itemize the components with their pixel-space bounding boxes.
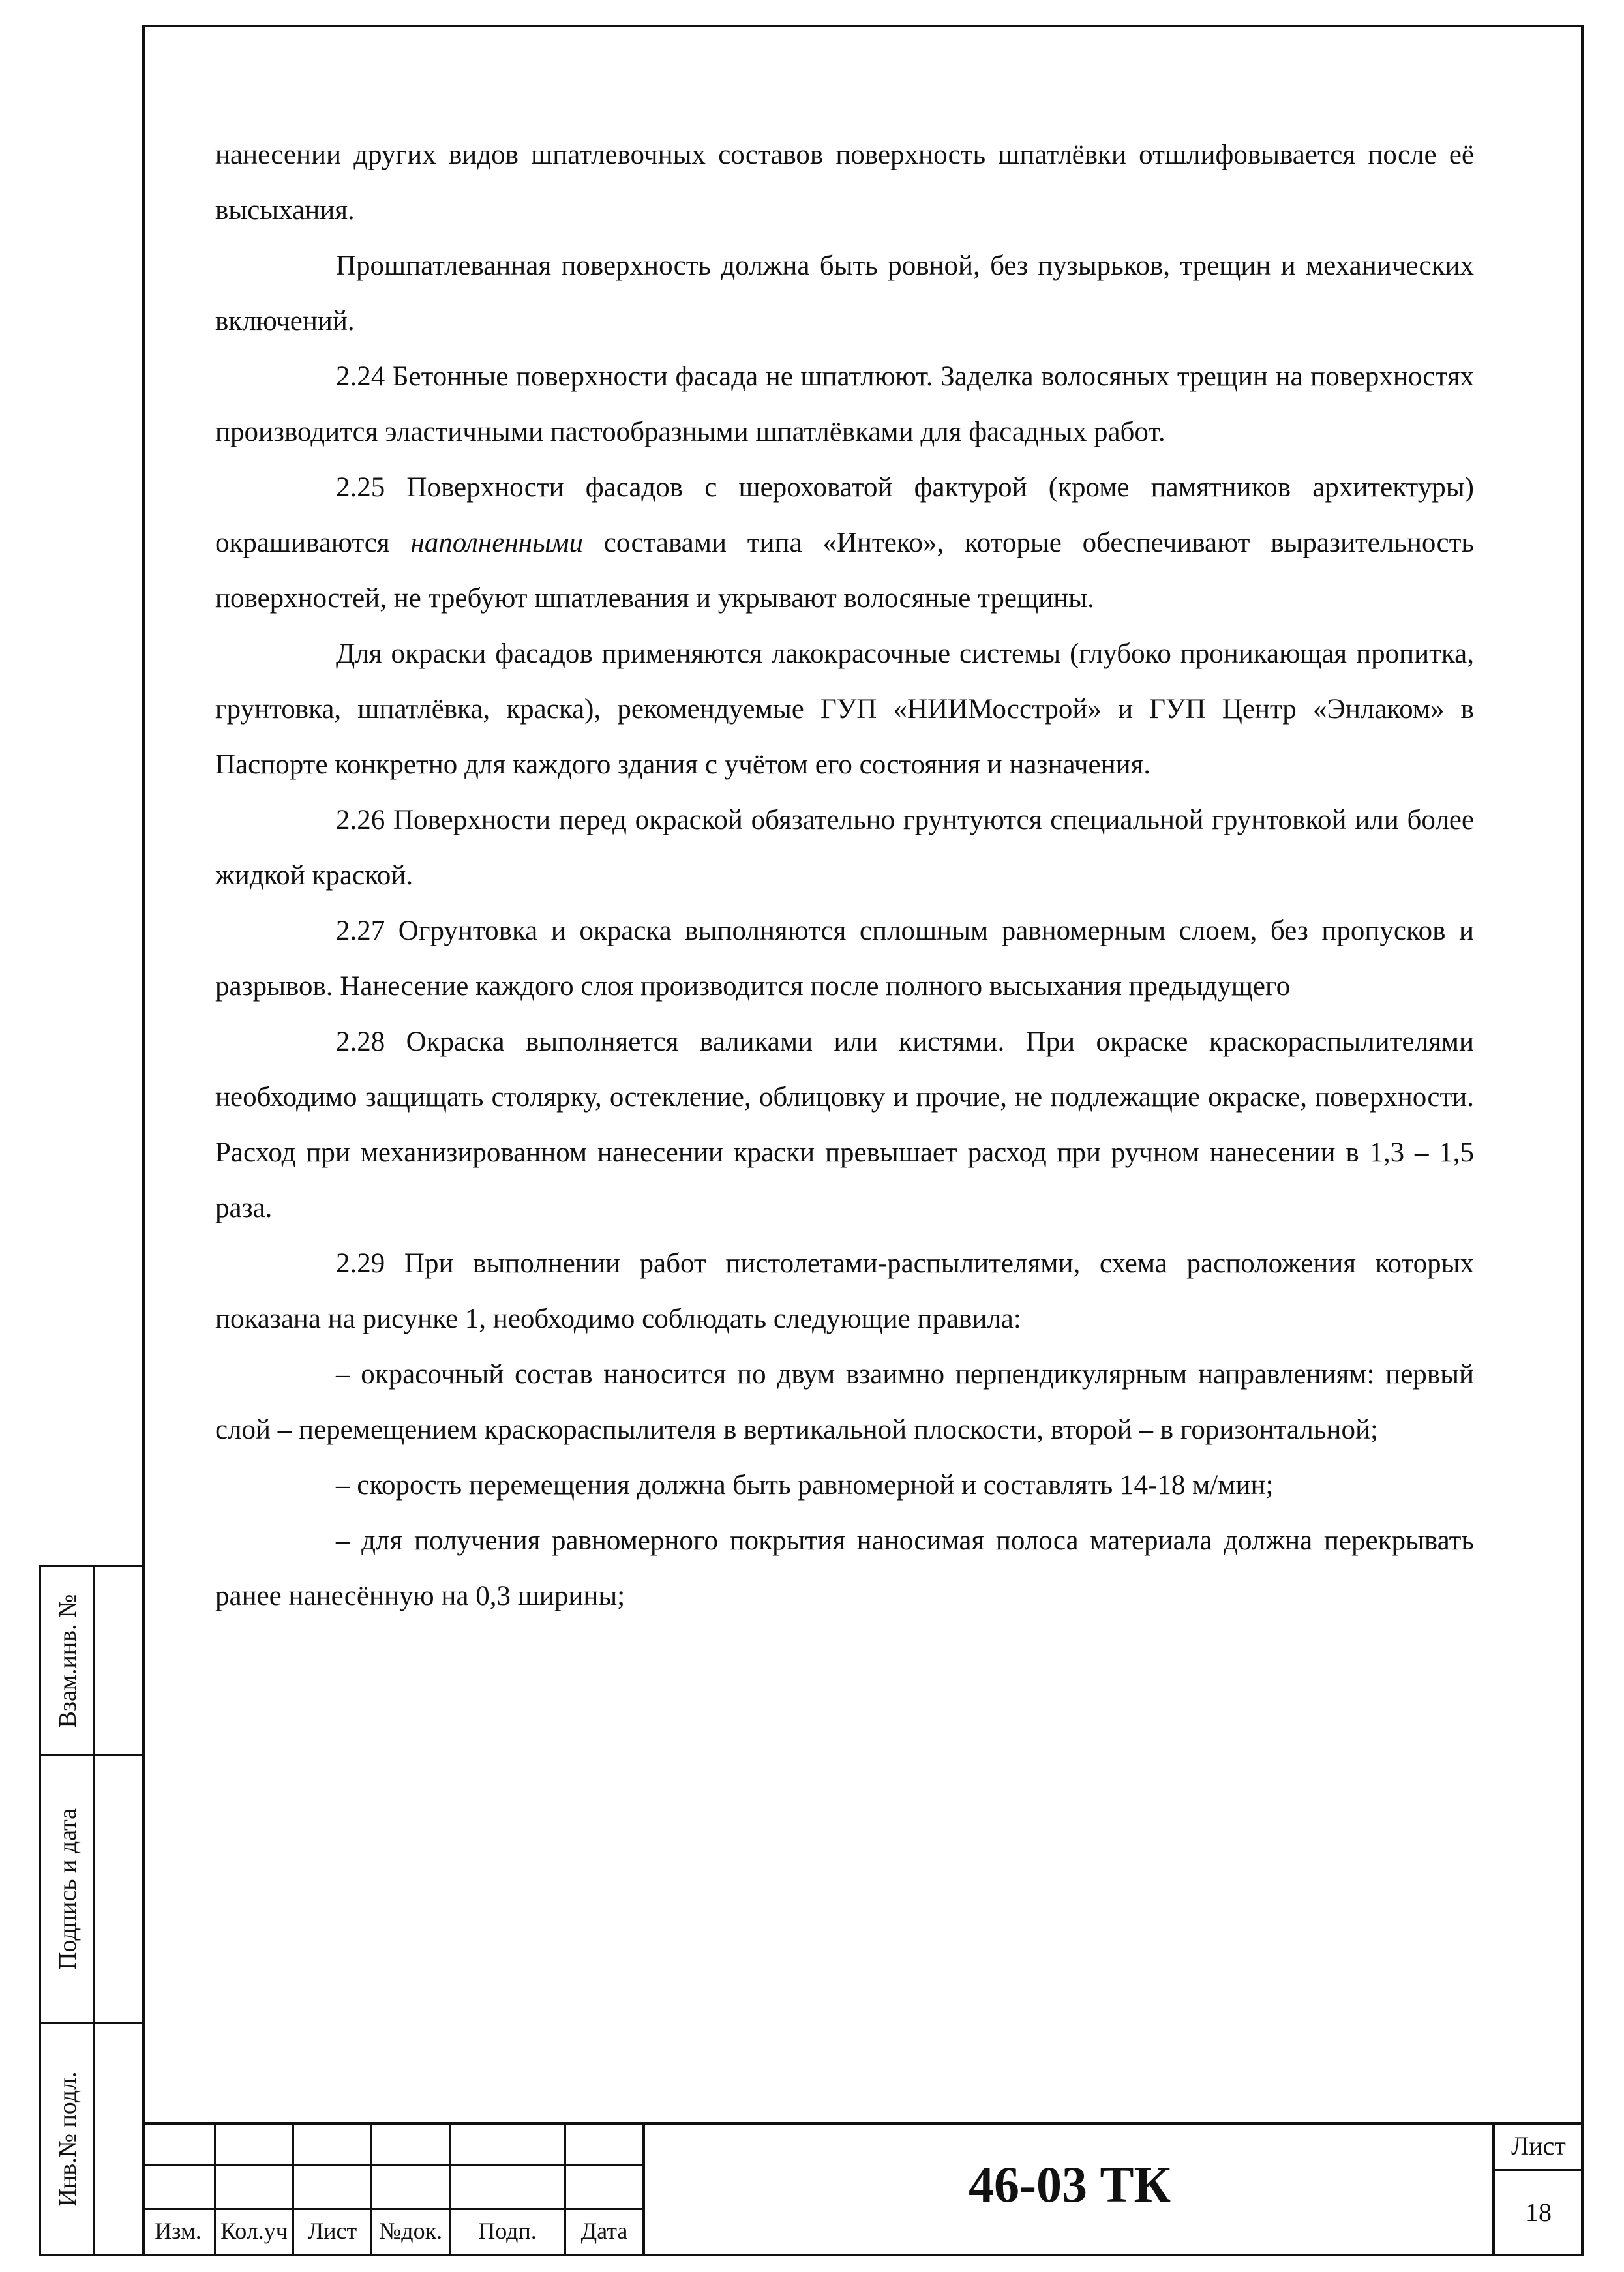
side-stamp: [39, 1565, 142, 2256]
document-body: [215, 127, 1474, 1624]
side-cell-podpis: [39, 1754, 142, 2022]
list-item: – окрасочный состав наносится по двум взаимно перпендикулярным направлениям: первый слой – перемещением краскораспылителя в вертикальной плоскости, второй – в горизонтальной;: [215, 1359, 1474, 1445]
paragraph: Для окраски фасадов применяются лакокрасочные системы (глубоко проникающая пропитка, грунтовка, шпатлёвка, краска), рекомендуемые ГУП «НИИМосстрой» и ГУП Центр «Энлаком» в Паспорте конкретно для каждого здания с учётом его состояния и назначения.: [215, 638, 1474, 780]
side-cell-vzam: [39, 1565, 142, 1754]
col-list: Лист: [307, 2218, 357, 2244]
paragraph: 2.27 Огрунтовка и окраска выполняются сплошным равномерным слоем, без пропусков и разрывов. Нанесение каждого слоя производится после полного высыхания предыдущего: [215, 916, 1474, 1002]
paragraph: 2.26 Поверхности перед окраской обязательно грунтуются специальной грунтовкой или более жидкой краской.: [215, 805, 1474, 891]
paragraph-text: 2.25 Поверхности фасадов с шероховатой фактурой (кроме памятников архитектуры) окрашиваются: [215, 472, 1474, 558]
side-cell-inv-podl: [39, 2022, 142, 2256]
side-label-vzam-inv: Взам.инв. №: [54, 1594, 82, 1727]
list-item: – для получения равномерного покрытия наносимая полоса материала должна перекрывать ранее нанесённую на 0,3 ширины;: [215, 1525, 1474, 1611]
list-item: – скорость перемещения должна быть равномерной и составлять 14-18 м/мин;: [336, 1470, 1274, 1501]
paragraph: Прошпатлеванная поверхность должна быть ровной, без пузырьков, трещин и механических включений.: [215, 250, 1474, 336]
paragraph: [215, 460, 1474, 626]
sheet-number: 18: [1526, 2198, 1552, 2227]
paragraph: 2.24 Бетонные поверхности фасада не шпатлюют. Заделка волосяных трещин на поверхностях производится эластичными пастообразными шпатлёвками для фасадных работ.: [215, 361, 1474, 447]
paragraph-emphasis: наполненными: [410, 528, 584, 558]
paragraph: 2.28 Окраска выполняется валиками или кистями. При окраске краскораспылителями необходимо защищать столярку, остекление, облицовку и прочие, не подлежащие окраске, поверхности. Расход при механизированном нанесении краски превышает расход при ручном нанесении в 1,3 – 1,5 раза.: [215, 1026, 1474, 1223]
col-ndok: №док.: [378, 2218, 443, 2244]
paragraph: 2.29 При выполнении работ пистолетами-распылителями, схема расположения которых показана на рисунке 1, необходимо соблюдать следующие правила:: [215, 1248, 1474, 1334]
side-label-podpis-data: Подпись и дата: [54, 1808, 82, 1970]
document-code: 46-03 ТК: [968, 2156, 1171, 2213]
side-label-inv-podl: Инв.№ подл.: [54, 2071, 82, 2207]
sheet-label: Лист: [1511, 2131, 1566, 2160]
paragraph-text: составами типа «Интеко», которые обеспечивают выразительность поверхностей, не требуют шпатлевания и укрывают волосяные трещины.: [215, 528, 1474, 614]
col-data: Дата: [580, 2218, 628, 2244]
col-kol-uch: Кол.уч: [220, 2218, 288, 2244]
paragraph: нанесении других видов шпатлевочных составов поверхность шпатлёвки отшлифовывается после её высыхания.: [215, 140, 1474, 226]
col-izm: Изм.: [155, 2218, 202, 2244]
col-podp: Подп.: [478, 2218, 537, 2244]
